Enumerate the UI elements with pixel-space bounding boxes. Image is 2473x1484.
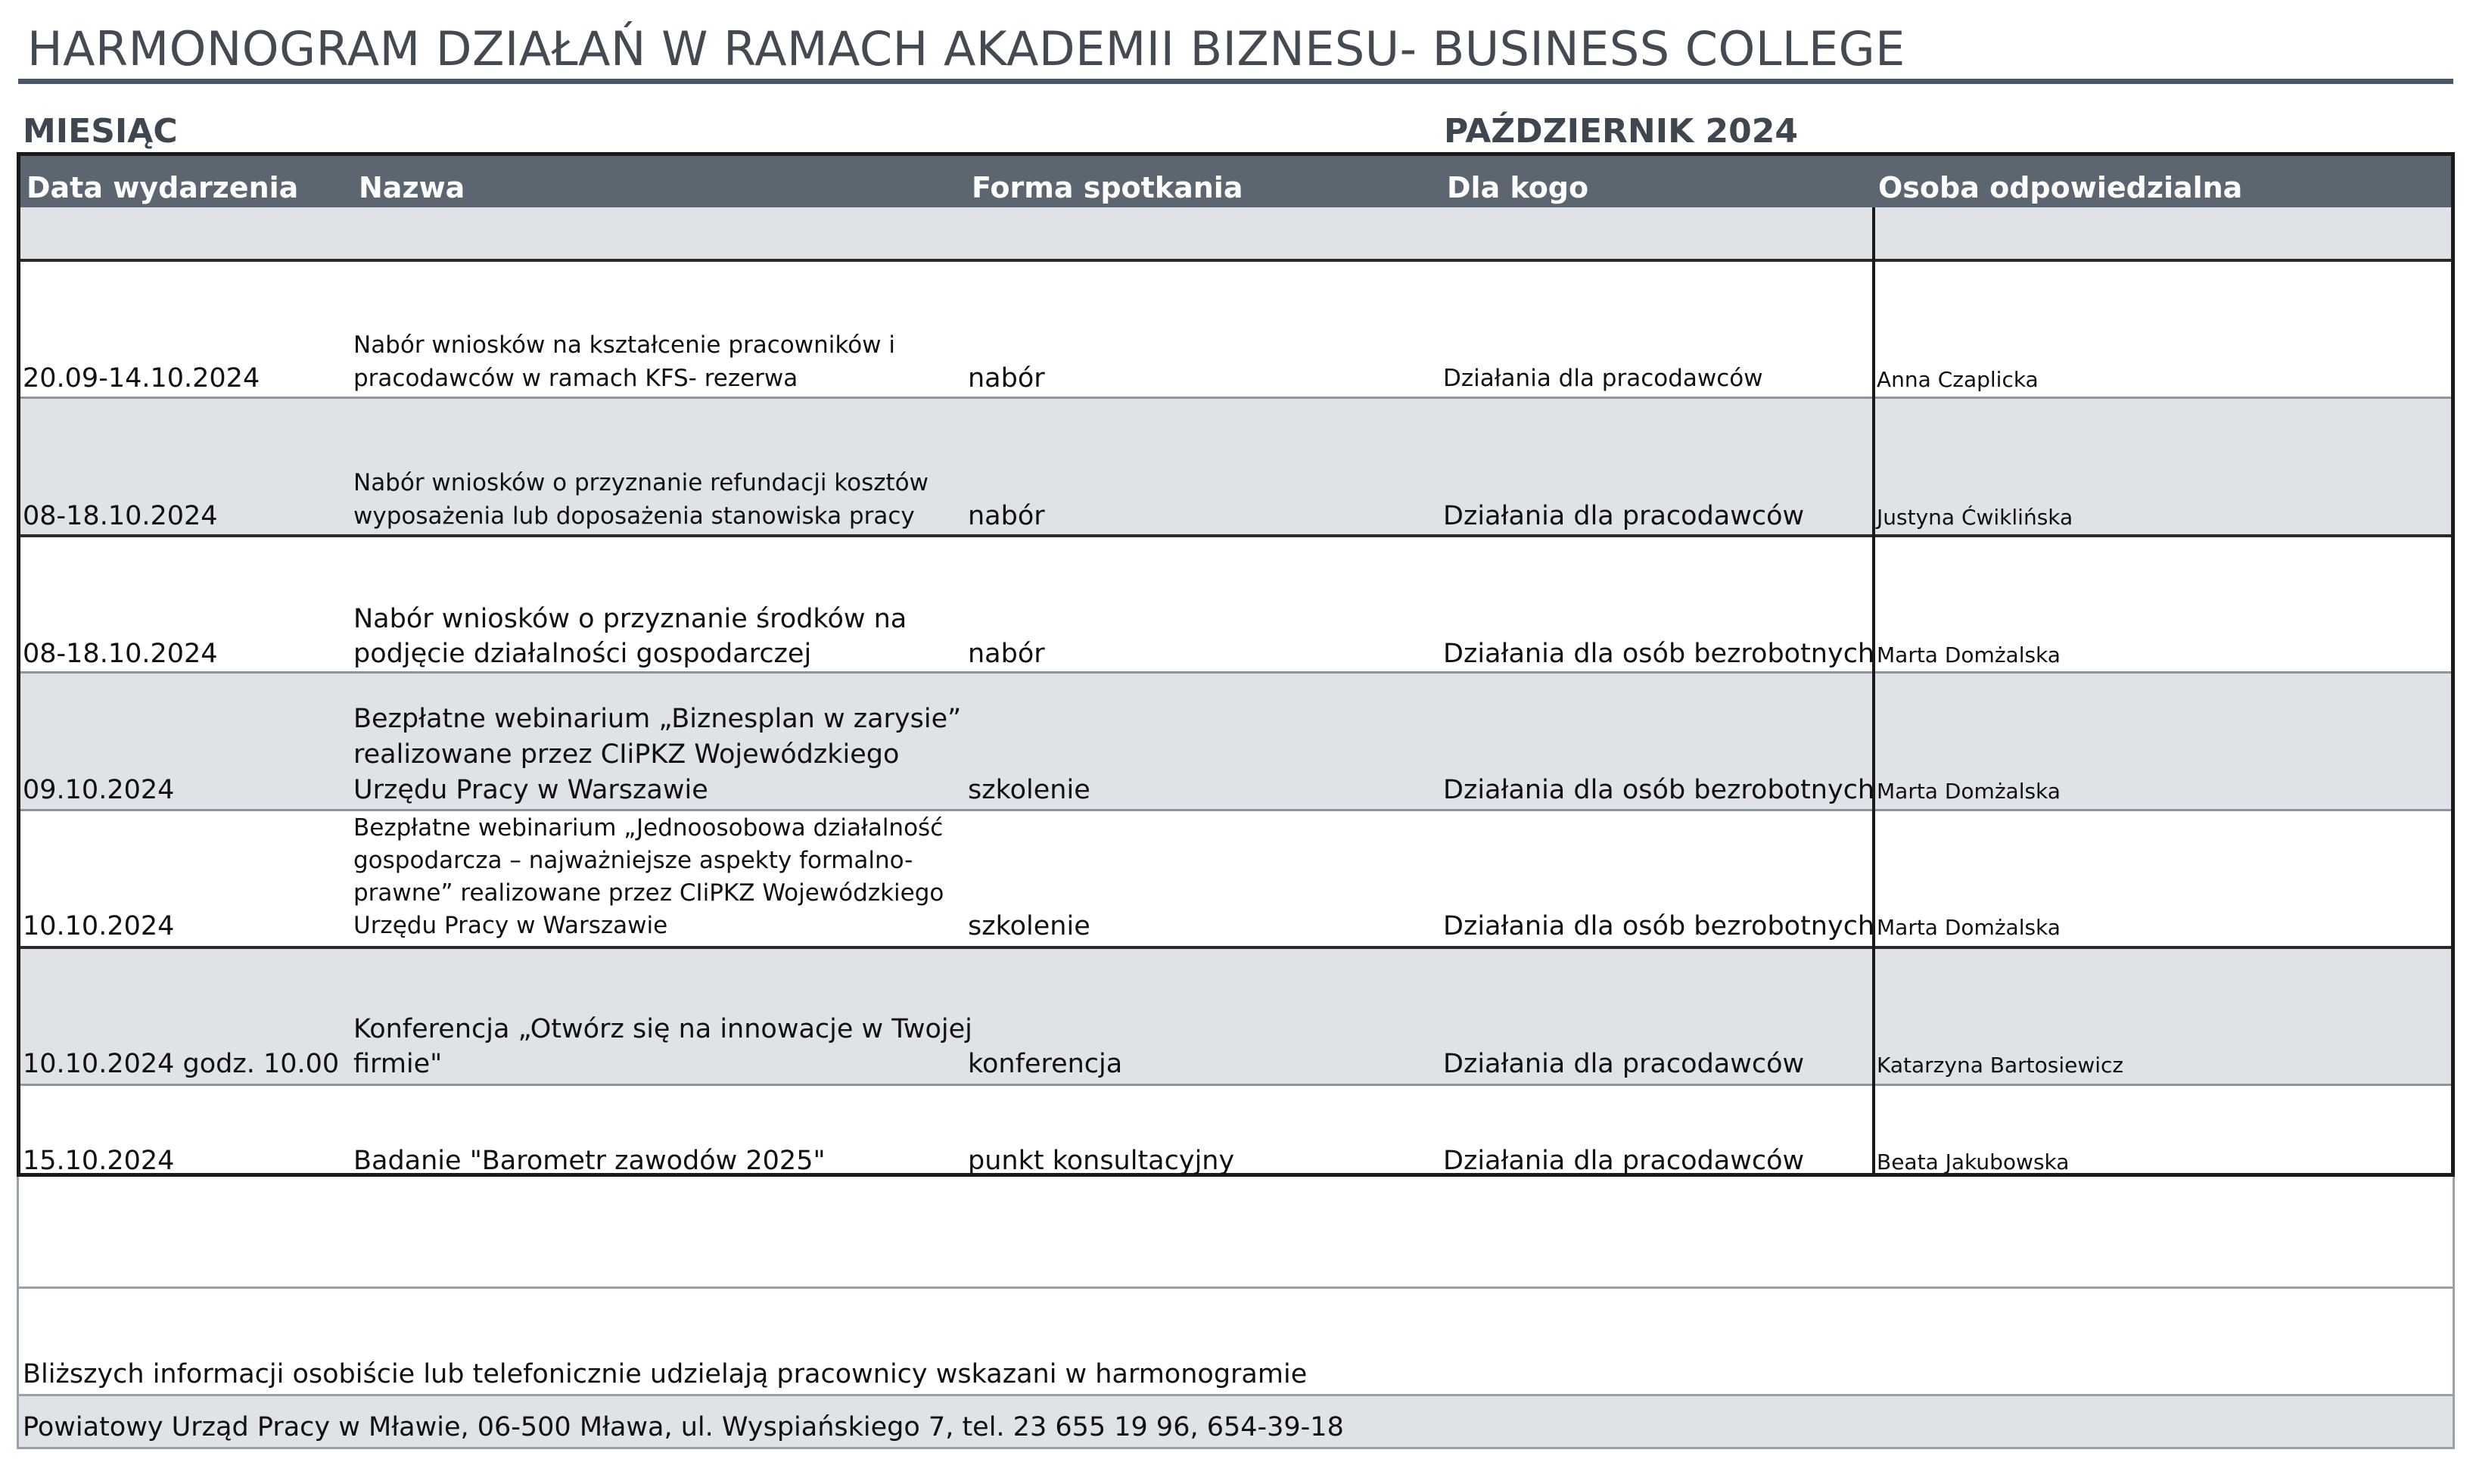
row-4-name-line-3: Urzędu Pracy w Warszawie [353, 775, 708, 805]
row-7-form: punkt konsultacyjny [968, 1146, 1235, 1176]
row-6-person: Katarzyna Bartosiewicz [1877, 1053, 2124, 1078]
row-1-name-line-2: pracodawców w ramach KFS- rezerwa [353, 365, 798, 392]
header-form: Forma spotkania [972, 171, 1243, 204]
row-5-name-line-1: Bezpłatne webinarium „Jednoosobowa działalność [353, 814, 944, 842]
row-6-form: konferencja [968, 1049, 1123, 1079]
row-6-date: 10.10.2024 godz. 10.00 [23, 1049, 340, 1079]
column-divider [1872, 207, 1875, 1176]
row-divider [20, 1084, 2451, 1086]
row-7-person: Beata Jakubowska [1877, 1150, 2070, 1174]
page-title: HARMONOGRAM DZIAŁAŃ W RAMACH AKADEMII BIZNESU- BUSINESS COLLEGE [27, 21, 1905, 76]
row-divider [20, 259, 2451, 262]
title-underline [18, 79, 2453, 84]
header-person: Osoba odpowiedzialna [1878, 171, 2243, 204]
row-5-audience: Działania dla osób bezrobotnych [1443, 911, 1875, 941]
row-7-name-line-1: Badanie "Barometr zawodów 2025" [353, 1146, 826, 1176]
row-6-name-line-2: firmie" [353, 1049, 443, 1079]
row-2-form: nabór [968, 501, 1045, 531]
row-3-date: 08-18.10.2024 [23, 639, 218, 669]
row-5-date: 10.10.2024 [23, 911, 175, 941]
row-3-audience: Działania dla osób bezrobotnych [1443, 639, 1875, 669]
row-2-name-line-1: Nabór wniosków o przyznanie refundacji kosztów [353, 469, 929, 496]
row-3-person: Marta Domżalska [1877, 642, 2061, 667]
row-1-form: nabór [968, 363, 1045, 394]
row-7-audience: Działania dla pracodawców [1443, 1146, 1805, 1176]
row-3-name-line-2: podjęcie działalności gospodarczej [353, 639, 812, 669]
row-2-date: 08-18.10.2024 [23, 501, 218, 531]
row-5-name-line-2: gospodarcza – najważniejsze aspekty formalno- [353, 847, 913, 874]
row-5-name-line-3: prawne” realizowane przez CIiPKZ Wojewódzkiego [353, 879, 944, 907]
row-4-form: szkolenie [968, 775, 1090, 805]
row-divider [20, 671, 2451, 674]
header-name: Nazwa [359, 171, 465, 204]
row-5-form: szkolenie [968, 911, 1090, 941]
month-value: PAŹDZIERNIK 2024 [1444, 112, 1798, 151]
month-label: MIESIĄC [23, 112, 178, 151]
row-3-name-line-1: Nabór wniosków o przyznanie środków na [353, 604, 907, 634]
row-2-person: Justyna Ćwiklińska [1877, 505, 2073, 530]
row-6-audience: Działania dla pracodawców [1443, 1049, 1805, 1079]
row-1-audience: Działania dla pracodawców [1443, 365, 1763, 392]
row-divider [20, 946, 2451, 949]
row-4-audience: Działania dla osób bezrobotnych [1443, 775, 1875, 805]
row-1-name-line-1: Nabór wniosków na kształcenie pracowników i [353, 331, 895, 359]
header-audience: Dla kogo [1447, 171, 1589, 204]
row-7-date: 15.10.2024 [23, 1146, 175, 1176]
row-5-person: Marta Domżalska [1877, 915, 2061, 940]
row-1-person: Anna Czaplicka [1877, 367, 2039, 392]
footer-divider [19, 1286, 2453, 1289]
row-6-name-line-1: Konferencja „Otwórz się na innowacje w Twojej [353, 1014, 972, 1044]
row-2-name-line-2: wyposażenia lub doposażenia stanowiska pracy [353, 502, 915, 530]
row-3-form: nabór [968, 639, 1045, 669]
row-4-name-line-2: realizowane przez CIiPKZ Wojewódzkiego [353, 739, 900, 770]
row-4-date: 09.10.2024 [23, 775, 175, 805]
row-divider [20, 397, 2451, 399]
row-divider [20, 534, 2451, 537]
footer-info: Bliższych informacji osobiście lub telefonicznie udzielają pracownicy wskazani w harmonogramie [23, 1359, 1308, 1389]
footer-address: Powiatowy Urząd Pracy w Mławie, 06-500 Mława, ul. Wyspiańskiego 7, tel. 23 655 19 96, 654-39-18 [23, 1412, 1344, 1442]
row-1-date: 20.09-14.10.2024 [23, 363, 260, 394]
header-date: Data wydarzenia [26, 171, 299, 204]
row-2-audience: Działania dla pracodawców [1443, 501, 1805, 531]
row-4-name-line-1: Bezpłatne webinarium „Biznesplan w zarysie” [353, 704, 962, 734]
row-4-person: Marta Domżalska [1877, 779, 2061, 804]
row-5-name-line-4: Urzędu Pracy w Warszawie [353, 912, 668, 939]
